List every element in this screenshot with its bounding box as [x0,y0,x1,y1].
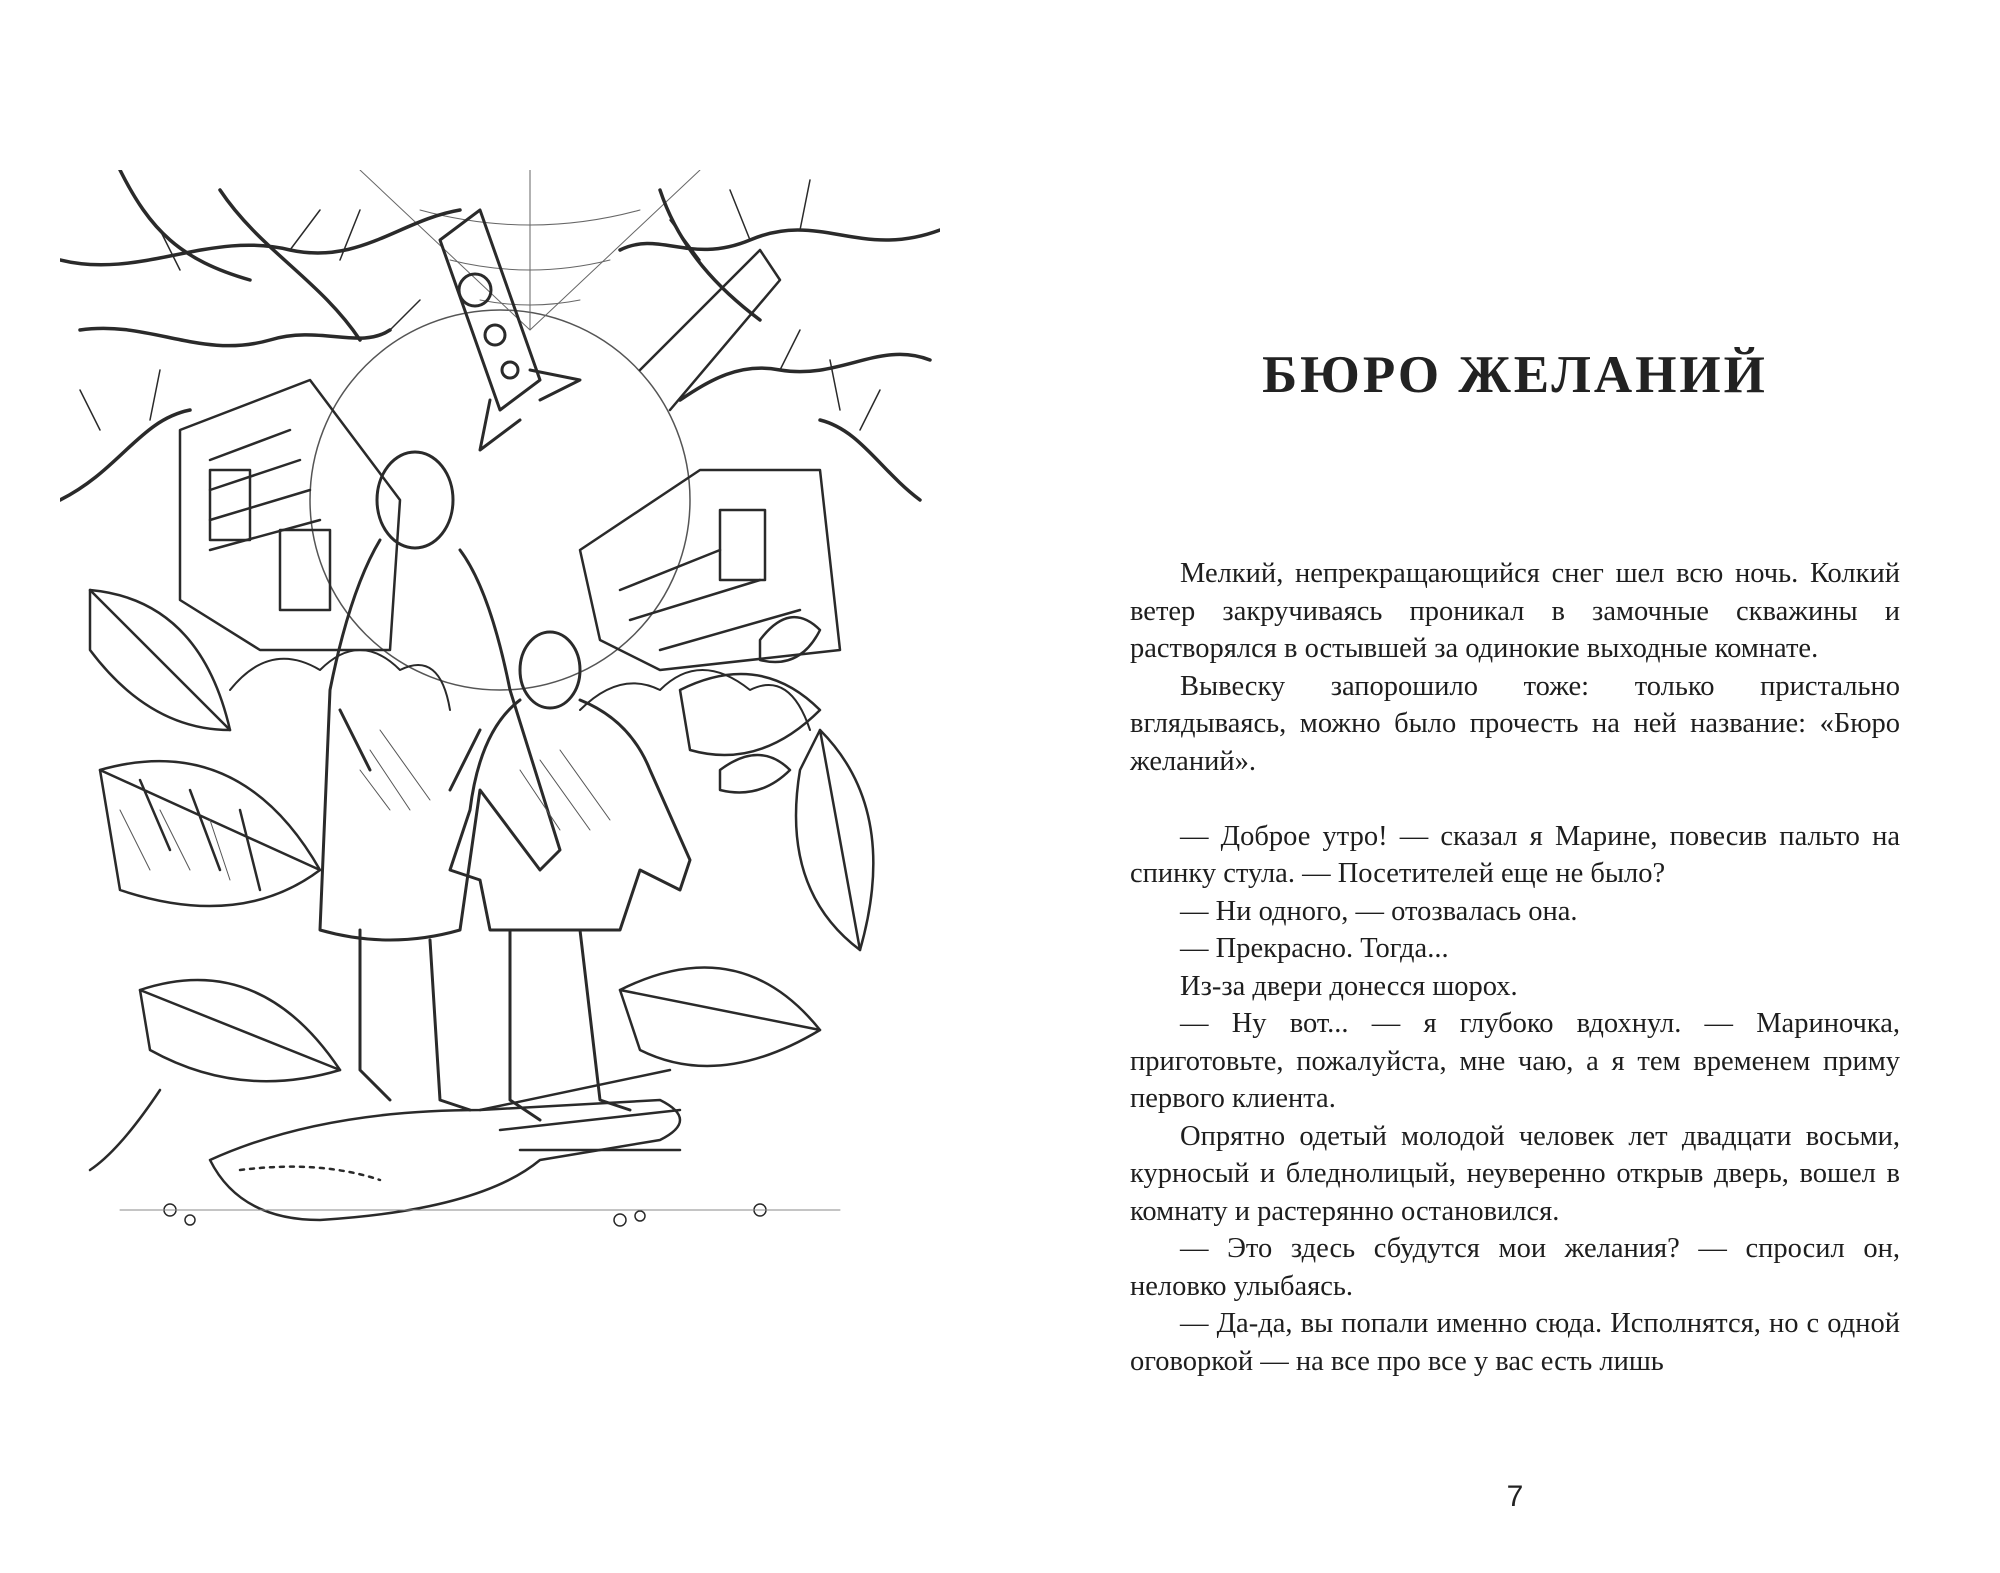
paragraph: — Ну вот... — я глубоко вдохнул. — Мариночка, приготовьте, пожалуйста, мне чаю, а я тем временем приму первого клиента. [1130,1008,1900,1114]
illustration-drawing [60,170,940,1240]
chapter-body [1130,555,1900,1380]
paragraph: Вывеску запорошило тоже: только пристально вглядываясь, можно было прочесть на ней название: «Бюро желаний». [1130,670,1900,777]
paragraph: — Доброе утро! — сказал я Марине, повесив пальто на спинку стула. — Посетителей еще не было? [1130,820,1900,889]
pebbles [120,1204,840,1226]
paragraph: — Ни одного, — отозвалась она. [1180,895,1578,927]
rocket [440,210,580,450]
page-number: 7 [1506,1480,1524,1513]
right-house [580,250,840,670]
paragraph: Из-за двери донесся шорох. [1180,970,1518,1002]
chapter-title: БЮРО ЖЕЛАНИЙ [1262,346,1768,404]
left-house [180,380,400,650]
chapter-illustration [60,170,940,1240]
paragraph: — Да-да, вы попали именно сюда. Исполнятся, но с одной оговоркой — на все про все у вас есть лишь [1130,1308,1900,1377]
moon [310,310,690,690]
tree-branches [60,170,940,500]
spider-web [360,170,700,330]
text-page [1130,0,1900,1573]
boy-figure [450,632,690,1120]
paragraph: Опрятно одетый молодой человек лет двадцати восьми, курносый и бледнолицый, неуверенно открыв дверь, вошел в комнату и растерянно остановился. [1130,1120,1900,1227]
leaves [90,590,873,1170]
paragraph: Мелкий, непрекращающийся снег шел всю ночь. Колкий ветер закручиваясь проникал в замочные скважины и растворялся в остывшей за одинокие выходные комнате. [1130,558,1900,664]
glove [210,1070,680,1220]
woman-figure [320,452,560,1110]
hatching [120,730,610,880]
paragraph: — Прекрасно. Тогда... [1180,933,1449,964]
paragraph: — Это здесь сбудутся мои желания? — спросил он, неловко улыбаясь. [1130,1233,1900,1302]
